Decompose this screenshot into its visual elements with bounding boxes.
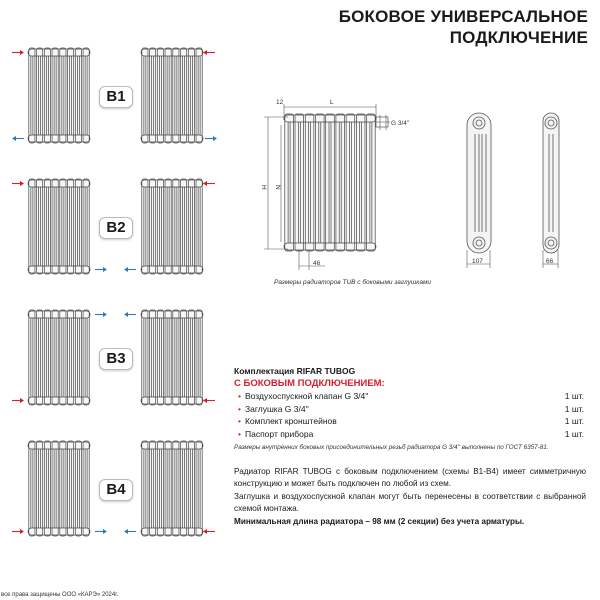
radiator-front-icon xyxy=(284,114,376,251)
kit-section xyxy=(234,366,584,451)
return-arrow-icon xyxy=(124,312,136,317)
radiator-icon xyxy=(28,48,90,143)
dim-l: L xyxy=(330,99,334,106)
return-arrow-icon xyxy=(205,136,217,141)
supply-arrow-icon xyxy=(12,50,24,55)
scheme-label-b1: B1 xyxy=(99,86,133,108)
supply-arrow-icon xyxy=(203,398,215,403)
bullet-icon: • xyxy=(238,403,241,414)
radiator-icon xyxy=(28,310,90,405)
thread-label: G 3/4'' xyxy=(391,120,410,127)
return-arrow-icon xyxy=(12,136,24,141)
supply-arrow-icon xyxy=(203,529,215,534)
dim-h: H xyxy=(260,185,267,190)
bullet-icon: • xyxy=(238,416,241,426)
radiator-icon xyxy=(28,441,90,536)
return-arrow-icon xyxy=(95,529,107,534)
dim-n: N xyxy=(274,185,281,190)
radiator-icon xyxy=(141,48,203,143)
supply-arrow-icon xyxy=(12,398,24,403)
kit-note: Размеры внутренних боковых присоединительных резьб радиатора G 3/4'' выполнены по ГОСТ 6357-81. xyxy=(234,444,549,451)
radiator-side-view-2-column xyxy=(543,113,559,253)
radiator-icon xyxy=(141,310,203,405)
return-arrow-icon xyxy=(95,267,107,272)
return-arrow-icon xyxy=(124,267,136,272)
return-arrow-icon xyxy=(95,312,107,317)
dim-66: 66 xyxy=(546,258,554,265)
list-item: • Заглушка G 3/4'' 1 шт. xyxy=(238,403,584,414)
radiator-icon xyxy=(141,441,203,536)
dim-46: 46 xyxy=(313,260,321,267)
connection-schemes xyxy=(0,0,230,560)
supply-arrow-icon xyxy=(203,181,215,186)
dimension-drawing xyxy=(250,90,600,290)
dim-12: 12 xyxy=(276,99,284,106)
list-item: • Воздухоспускной клапан G 3/4'' 1 шт. xyxy=(238,391,584,401)
scheme-label-b2: B2 xyxy=(99,217,133,239)
kit-subheading: С БОКОВЫМ ПОДКЛЮЧЕНИЕМ: xyxy=(234,378,385,389)
supply-arrow-icon xyxy=(203,50,215,55)
description: Радиатор RIFAR TUBOG с боковым подключением (схемы В1-В4) имеет симметричную конструкцию и может быть подключен по любой из схем. Заглушка и воздухоспускной клапан могут быть перенесены в соответствии с выбранной схемой монтажа. Минимальная длина радиатора – 98 мм (2 секции) без учета арматуры. xyxy=(234,467,586,526)
copyright: все права защищены ООО «КАРЭ» 2024г. xyxy=(1,592,119,598)
return-arrow-icon xyxy=(124,529,136,534)
scheme-label-b4: B4 xyxy=(99,479,133,501)
kit-list xyxy=(234,391,584,441)
radiator-side-view-3-column xyxy=(467,113,491,253)
kit-heading: Комплектация RIFAR TUBOG xyxy=(234,366,356,376)
bullet-icon: • xyxy=(238,391,241,401)
bullet-icon: • xyxy=(238,428,241,439)
list-item: • Паспорт прибора 1 шт. xyxy=(238,428,584,439)
radiator-icon xyxy=(141,179,203,274)
scheme-label-b3: B3 xyxy=(99,348,133,370)
supply-arrow-icon xyxy=(12,181,24,186)
list-item: • Комплект кронштейнов 1 шт. xyxy=(238,416,584,426)
dim-107: 107 xyxy=(472,258,483,265)
radiator-icon xyxy=(28,179,90,274)
supply-arrow-icon xyxy=(12,529,24,534)
drawing-caption: Размеры радиаторов TUB с боковыми заглушками xyxy=(274,279,432,286)
radiator-front-view xyxy=(284,114,388,251)
page-title: БОКОВОЕ УНИВЕРСАЛЬНОЕ ПОДКЛЮЧЕНИЕ xyxy=(338,7,588,47)
